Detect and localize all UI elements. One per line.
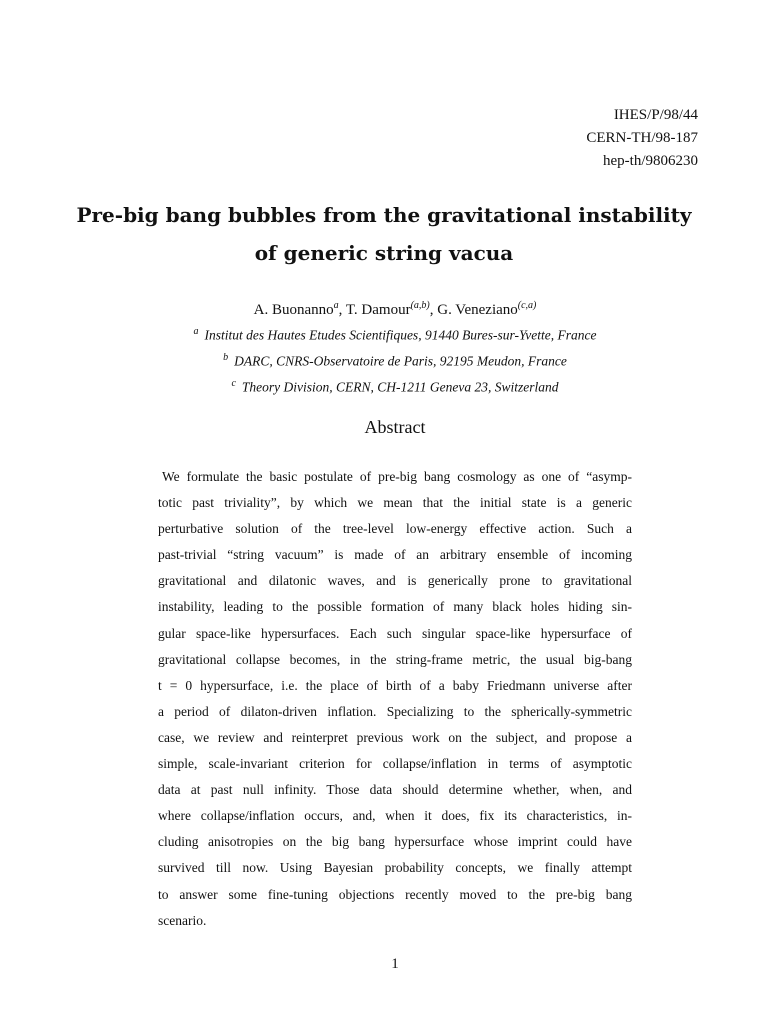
affiliation xyxy=(0,378,768,396)
abstract-line: gular space-like hypersurfaces. Each such singular space-like hypersurface of xyxy=(158,625,632,641)
affiliation-mark: c xyxy=(231,378,236,389)
abstract-line: instability, leading to the possible formation of many black holes hiding sin- xyxy=(158,599,632,615)
abstract-line: totic past triviality”, by which we mean that the initial state is a generic xyxy=(158,495,632,511)
arxiv-id: hep-th/9806230 xyxy=(603,153,698,169)
abstract-line: t = 0 hypersurface, i.e. the place of birth of a baby Friedmann universe after xyxy=(158,677,632,693)
page-number: 1 xyxy=(391,956,399,972)
affiliation-text: DARC, CNRS-Observatoire de Paris, 92195 Meudon, France xyxy=(234,353,567,369)
affiliation xyxy=(0,352,768,370)
affiliation-mark: a xyxy=(193,326,199,337)
paper-title xyxy=(0,196,768,272)
report-number: CERN-TH/98-187 xyxy=(586,130,698,146)
author-name: G. Veneziano xyxy=(437,302,518,318)
abstract-line: scenario. xyxy=(158,912,207,928)
abstract-heading: Abstract xyxy=(364,417,426,437)
abstract-line: to answer some fine-tuning objections recently moved to the pre-big bang xyxy=(158,886,632,902)
abstract-line: survived till now. Using Bayesian probability concepts, we finally attempt xyxy=(158,860,632,876)
author-name: T. Damour xyxy=(345,302,411,318)
author-name: A. Buonanno xyxy=(253,302,334,318)
author-separator: , xyxy=(429,302,438,318)
author-affiliation-mark: (c,a) xyxy=(517,300,537,311)
abstract-body xyxy=(158,464,632,934)
title-line: of generic string vacua xyxy=(254,241,514,265)
abstract-line: case, we review and reinterpret previous work on the subject, and propose a xyxy=(158,729,632,745)
abstract-line: gravitational and dilatonic waves, and is generically prone to gravitational xyxy=(158,573,632,589)
affiliation-text: Institut des Hautes Etudes Scientifiques, 91440 Bures-sur-Yvette, France xyxy=(204,327,597,343)
affiliation-mark: b xyxy=(223,352,229,363)
abstract-line: past-trivial “string vacuum” is made of an arbitrary ensemble of incoming xyxy=(158,547,632,563)
affiliation xyxy=(0,326,768,344)
title-line: Pre-big bang bubbles from the gravitational instability xyxy=(76,203,692,227)
abstract-line: cluding anisotropies on the big bang hypersurface whose imprint could have xyxy=(158,834,632,850)
report-numbers xyxy=(586,104,698,173)
abstract-line: where collapse/inflation occurs, and, when it does, fix its characteristics, in- xyxy=(158,808,632,824)
author-list xyxy=(0,296,768,320)
author-separator: , xyxy=(338,302,346,318)
author-affiliation-mark: a xyxy=(333,300,339,311)
abstract-line: gravitational collapse becomes, in the string-frame metric, the usual big-bang xyxy=(158,651,632,667)
author-affiliation-mark: (a,b) xyxy=(410,300,430,311)
abstract-line: simple, scale-invariant criterion for collapse/inflation in terms of asymptotic xyxy=(158,756,632,772)
affiliation-text: Theory Division, CERN, CH-1211 Geneva 23, Switzerland xyxy=(241,379,559,395)
abstract-line: perturbative solution of the tree-level low-energy effective action. Such a xyxy=(158,521,632,537)
abstract-line: a period of dilaton-driven inflation. Specializing to the spherically-symmetric xyxy=(158,703,632,719)
abstract-line: We formulate the basic postulate of pre-big bang cosmology as one of “asymp- xyxy=(162,469,632,484)
abstract-line: data at past null infinity. Those data should determine whether, when, and xyxy=(158,782,632,798)
report-number: IHES/P/98/44 xyxy=(613,107,698,123)
